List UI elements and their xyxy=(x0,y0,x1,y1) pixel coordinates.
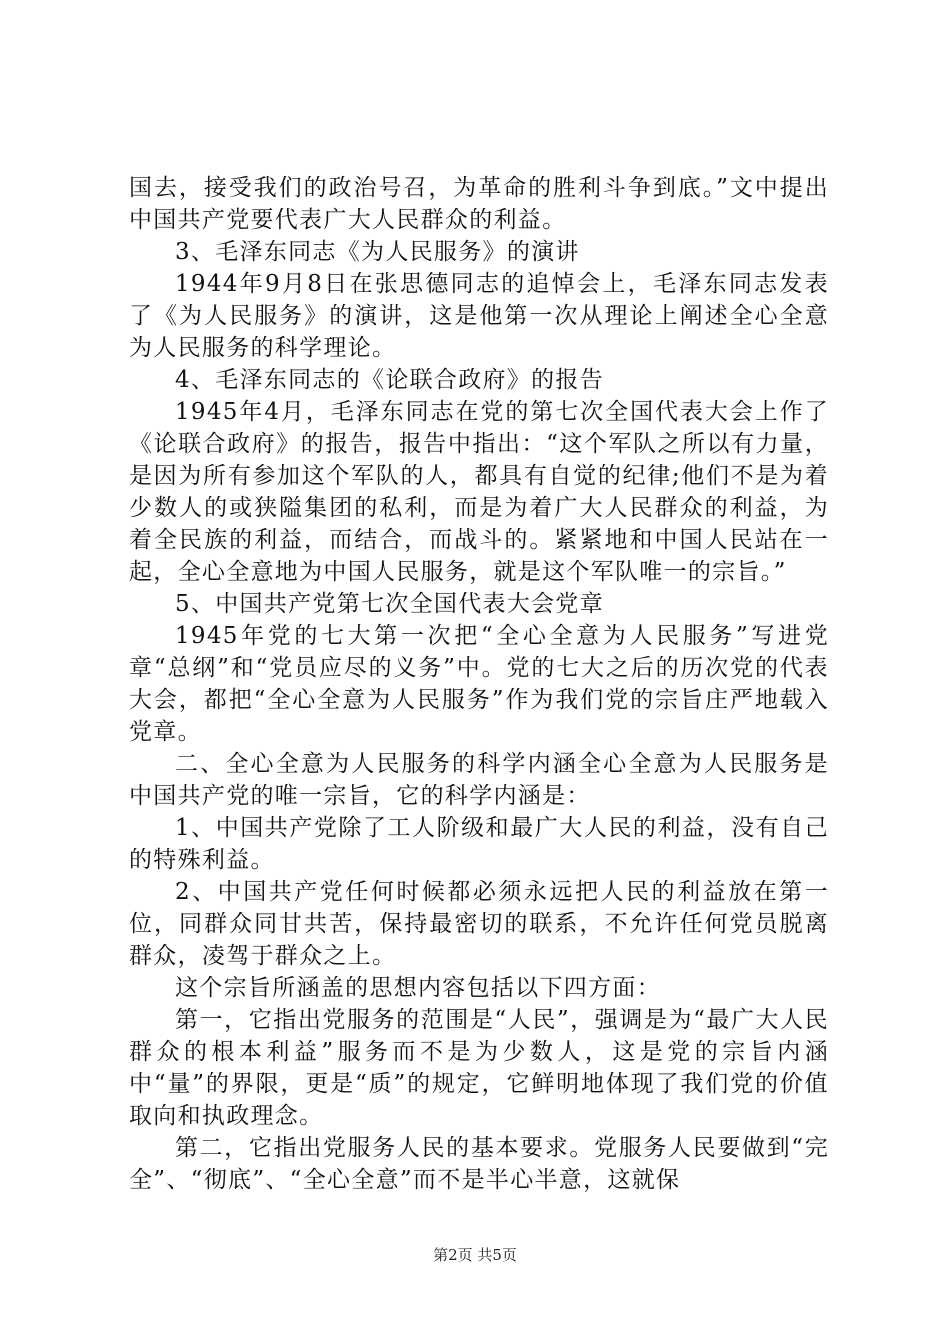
paragraph: 第一，它指出党服务的范围是“人民”，强调是为“最广大人民群众的根本利益”服务而不是为少数人，这是党的宗旨内涵中“量”的界限，更是“质”的规定，它鲜明地体现了我们党的价值取向和执政理念。 xyxy=(129,1007,829,1129)
section-heading-scientific-connotation: 二、全心全意为人民服务的科学内涵全心全意为人民服务是中国共产党的唯一宗旨，它的科学内涵是： xyxy=(129,751,829,809)
heading-seventh-congress-constitution: 5、中国共产党第七次全国代表大会党章 xyxy=(175,591,605,617)
document-body xyxy=(129,172,829,1196)
paragraph: 1944年9月8日在张思德同志的追悼会上，毛泽东同志发表了《为人民服务》的演讲，这是他第一次从理论上阐述全心全意为人民服务的科学理论。 xyxy=(129,271,829,361)
paragraph: 这个宗旨所涵盖的思想内容包括以下四方面： xyxy=(175,975,661,1001)
list-item: 1、中国共产党除了工人阶级和最广大人民的利益，没有自己的特殊利益。 xyxy=(129,815,829,873)
list-item: 2、中国共产党任何时候都必须永远把人民的利益放在第一位，同群众同甘共苦，保持最密切的联系，不允许任何党员脱离群众，凌驾于群众之上。 xyxy=(129,879,829,969)
paragraph: 第二，它指出党服务人民的基本要求。党服务人民要做到“完全”、“彻底”、“全心全意”而不是半心半意，这就保 xyxy=(129,1135,829,1193)
paragraph: 1945年党的七大第一次把“全心全意为人民服务”写进党章“总纲”和“党员应尽的义务”中。党的七大之后的历次党的代表大会，都把“全心全意为人民服务”作为我们党的宗旨庄严地载入党章。 xyxy=(129,623,829,745)
heading-serve-the-people-speech: 3、毛泽东同志《为人民服务》的演讲 xyxy=(175,239,580,265)
paragraph-continued: 国去，接受我们的政治号召，为革命的胜利斗争到底。”文中提出中国共产党要代表广大人民群众的利益。 xyxy=(129,175,829,233)
page-number: 第2页 共5页 xyxy=(433,1246,517,1264)
paragraph: 1945年4月，毛泽东同志在党的第七次全国代表大会上作了《论联合政府》的报告，报告中指出：“这个军队之所以有力量，是因为所有参加这个军队的人，都具有自觉的纪律;他们不是为着少数人的或狭隘集团的私利，而是为着广大人民群众的利益，为着全民族的利益，而结合，而战斗的。紧紧地和中国人民站在一起，全心全意地为中国人民服务，就是这个军队唯一的宗旨。” xyxy=(129,399,829,585)
heading-coalition-government-report: 4、毛泽东同志的《论联合政府》的报告 xyxy=(175,367,605,393)
